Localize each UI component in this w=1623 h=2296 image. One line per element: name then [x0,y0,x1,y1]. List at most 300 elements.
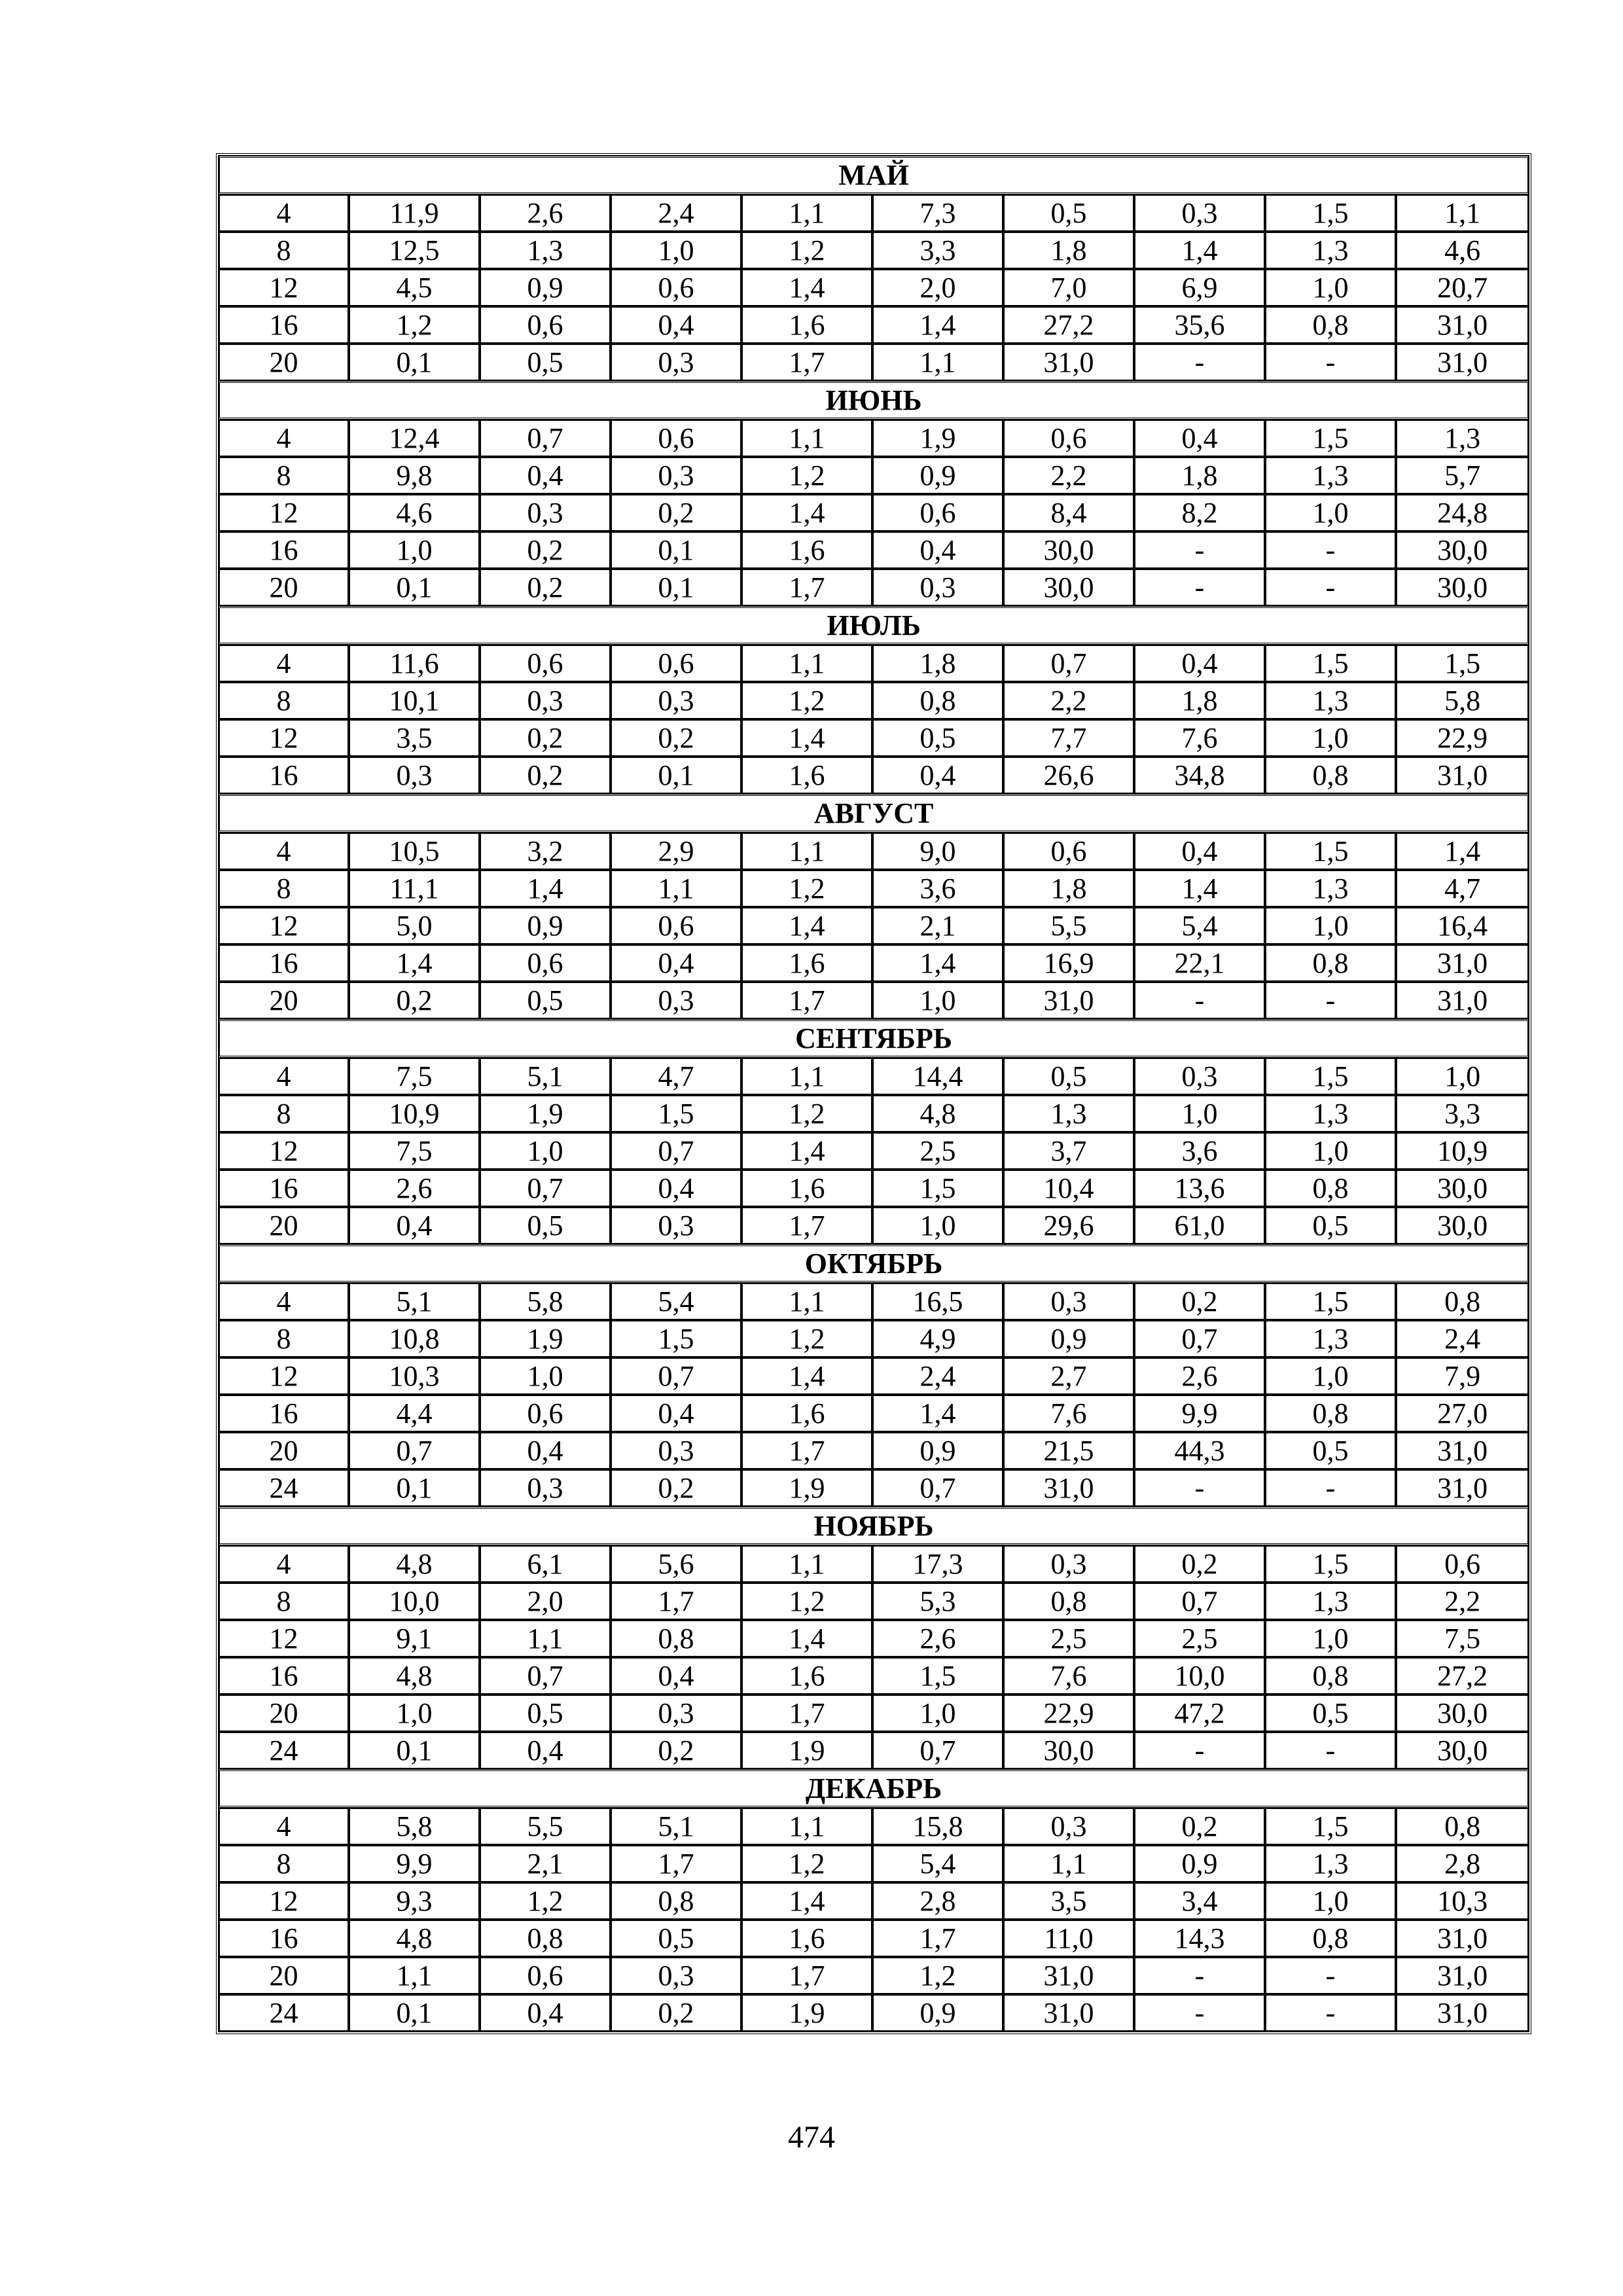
table-cell: 1,3 [1396,420,1529,457]
table-cell: 1,5 [1265,645,1396,682]
row-label-cell: 12 [219,494,349,531]
table-cell: 1,4 [480,870,611,907]
table-row [219,1095,1529,1132]
table-cell: 1,5 [1265,833,1396,870]
table-cell: 1,3 [1265,1583,1396,1620]
table-cell: 2,4 [1396,1320,1529,1357]
table-cell: 1,4 [741,494,872,531]
table-cell: 0,4 [611,1657,741,1695]
table-cell: 10,0 [1134,1657,1265,1695]
row-label-cell: 12 [219,1620,349,1657]
table-cell: 2,6 [480,194,611,232]
table-cell: 1,4 [741,1882,872,1920]
table-row [219,1545,1529,1583]
table-cell: 1,4 [741,1132,872,1170]
table-cell: 0,9 [872,457,1003,494]
table-cell: 0,2 [1134,1808,1265,1845]
table-cell: 9,1 [349,1620,480,1657]
table-cell: 10,8 [349,1320,480,1357]
month-header: ИЮЛЬ [219,606,1529,645]
table-cell: 2,2 [1396,1583,1529,1620]
table-cell: 0,3 [1003,1283,1134,1320]
table-cell: 3,7 [1003,1132,1134,1170]
table-cell: 1,3 [1265,1095,1396,1132]
table-cell: 0,6 [1396,1545,1529,1583]
month-header: ИЮНЬ [219,381,1529,420]
table-cell: 2,4 [611,194,741,232]
table-cell: 27,2 [1396,1657,1529,1695]
table-cell: 1,9 [480,1320,611,1357]
table-cell: 0,4 [611,306,741,344]
table-cell: 31,0 [1396,1957,1529,1994]
table-cell: 4,8 [349,1545,480,1583]
table-cell: 0,3 [480,494,611,531]
table-cell: 0,5 [1003,194,1134,232]
table-cell: 0,9 [872,1432,1003,1469]
table-cell: 0,8 [1396,1283,1529,1320]
table-cell: 6,9 [1134,269,1265,306]
table-cell: 0,3 [1003,1545,1134,1583]
row-label-cell: 20 [219,1432,349,1469]
table-cell: 1,2 [872,1957,1003,1994]
table-cell: 1,8 [1003,870,1134,907]
table-cell: 1,3 [1265,1845,1396,1882]
row-label-cell: 8 [219,1320,349,1357]
table-cell: 7,5 [1396,1620,1529,1657]
table-cell: 0,4 [611,1395,741,1432]
table-cell: 3,4 [1134,1882,1265,1920]
table-cell: 4,5 [349,269,480,306]
table-cell: 1,2 [741,1583,872,1620]
table-cell: 2,1 [480,1845,611,1882]
table-cell: 1,9 [741,1994,872,2032]
table-row [219,494,1529,531]
table-cell: 0,4 [1134,645,1265,682]
table-cell: 5,1 [480,1058,611,1095]
table-cell: 22,1 [1134,944,1265,982]
table-cell: 1,6 [741,1395,872,1432]
table-cell: 1,5 [1396,645,1529,682]
table-cell: 1,7 [741,1207,872,1244]
table-row [219,982,1529,1019]
table-cell: 1,4 [349,944,480,982]
table-row [219,1283,1529,1320]
month-header: АВГУСТ [219,794,1529,833]
table-cell: - [1134,1469,1265,1507]
table-cell: 2,2 [1003,682,1134,719]
row-label-cell: 16 [219,1657,349,1695]
table-cell: 0,8 [480,1920,611,1957]
table-cell: 0,2 [349,982,480,1019]
table-cell: 0,1 [349,1469,480,1507]
month-header: МАЙ [219,156,1529,194]
table-row [219,269,1529,306]
table-cell: 16,5 [872,1283,1003,1320]
table-row [219,306,1529,344]
table-cell: 1,1 [741,1808,872,1845]
table-cell: 0,4 [480,1732,611,1769]
table-cell: 11,1 [349,870,480,907]
table-cell: 7,3 [872,194,1003,232]
table-cell: 0,3 [611,1957,741,1994]
table-cell: 1,1 [480,1620,611,1657]
table-cell: 0,9 [1134,1845,1265,1882]
table-cell: 1,3 [1265,682,1396,719]
table-cell: 0,5 [872,719,1003,757]
row-label-cell: 16 [219,1920,349,1957]
table-cell: - [1265,344,1396,381]
table-cell: 5,5 [480,1808,611,1845]
table-cell: 30,0 [1003,1732,1134,1769]
table-cell: 30,0 [1003,569,1134,606]
table-cell: 2,5 [872,1132,1003,1170]
table-row [219,232,1529,269]
table-cell: 1,5 [1265,1808,1396,1845]
table-cell: 1,2 [741,682,872,719]
table-cell: 1,5 [611,1095,741,1132]
table-row [219,1957,1529,1994]
month-header: СЕНТЯБРЬ [219,1019,1529,1058]
table-cell: 1,6 [741,1657,872,1695]
table-cell: 17,3 [872,1545,1003,1583]
table-cell: - [1265,569,1396,606]
table-cell: 1,8 [1134,682,1265,719]
table-cell: 31,0 [1396,1432,1529,1469]
table-cell: - [1265,982,1396,1019]
table-cell: 0,3 [611,982,741,1019]
table-row [219,1058,1529,1095]
row-label-cell: 4 [219,1058,349,1095]
table-cell: 0,2 [480,531,611,569]
table-cell: 1,2 [741,457,872,494]
table-cell: 3,6 [872,870,1003,907]
table-cell: 5,1 [611,1808,741,1845]
table-cell: - [1134,344,1265,381]
table-cell: 0,3 [349,757,480,794]
table-cell: 1,9 [480,1095,611,1132]
table-cell: 1,0 [872,1207,1003,1244]
table-cell: 0,9 [872,1994,1003,2032]
table-cell: 0,9 [1003,1320,1134,1357]
table-cell: 1,6 [741,1170,872,1207]
table-cell: 0,3 [1134,1058,1265,1095]
table-cell: 1,5 [872,1657,1003,1695]
table-row [219,1620,1529,1657]
table-row [219,1320,1529,1357]
table-cell: 0,6 [480,1395,611,1432]
table-cell: 1,5 [1265,1545,1396,1583]
table-cell: 22,9 [1396,719,1529,757]
table-cell: 1,0 [1265,494,1396,531]
table-cell: 3,6 [1134,1132,1265,1170]
table-cell: 0,4 [872,757,1003,794]
table-cell: 4,9 [872,1320,1003,1357]
month-header-row [219,1244,1529,1283]
table-cell: 2,8 [872,1882,1003,1920]
table-cell: 1,7 [741,982,872,1019]
table-cell: 27,0 [1396,1395,1529,1432]
table-cell: 1,2 [741,1320,872,1357]
table-cell: 47,2 [1134,1695,1265,1732]
table-cell: 1,3 [1265,1320,1396,1357]
row-label-cell: 20 [219,982,349,1019]
table-cell: 0,6 [480,1957,611,1994]
row-label-cell: 4 [219,833,349,870]
table-cell: - [1134,1732,1265,1769]
table-cell: 9,9 [1134,1395,1265,1432]
table-cell: 1,0 [1265,1132,1396,1170]
table-row [219,1920,1529,1957]
table-cell: 0,4 [1134,420,1265,457]
table-cell: 0,8 [1265,1395,1396,1432]
table-cell: 4,7 [1396,870,1529,907]
table-cell: 30,0 [1396,1695,1529,1732]
page-number: 474 [788,2120,835,2155]
table-row [219,1695,1529,1732]
table-cell: 31,0 [1003,1957,1134,1994]
table-cell: 0,8 [1396,1808,1529,1845]
table-cell: 0,7 [480,420,611,457]
table-cell: 0,1 [349,1994,480,2032]
table-cell: 1,7 [741,1432,872,1469]
table-cell: - [1134,531,1265,569]
table-cell: 0,3 [480,682,611,719]
table-cell: 0,8 [1265,1920,1396,1957]
table-cell: 0,7 [349,1432,480,1469]
table-cell: 1,3 [480,232,611,269]
table-cell: 5,1 [349,1283,480,1320]
table-cell: 0,7 [480,1657,611,1695]
table-cell: 1,1 [741,194,872,232]
table-cell: 1,3 [1265,232,1396,269]
table-cell: 0,8 [1265,306,1396,344]
table-cell: 0,1 [349,569,480,606]
table-cell: 1,2 [349,306,480,344]
table-cell: 0,4 [872,531,1003,569]
table-cell: 31,0 [1396,757,1529,794]
table-cell: 1,7 [741,344,872,381]
table-cell: 5,0 [349,907,480,944]
table-cell: 0,3 [611,344,741,381]
table-cell: 1,6 [741,531,872,569]
table-cell: 2,6 [349,1170,480,1207]
table-row [219,944,1529,982]
table-cell: 0,2 [611,719,741,757]
table-cell: 14,4 [872,1058,1003,1095]
month-header-row [219,156,1529,194]
table-cell: 10,4 [1003,1170,1134,1207]
table-cell: 7,6 [1003,1657,1134,1695]
row-label-cell: 8 [219,682,349,719]
table-cell: 5,6 [611,1545,741,1583]
table-cell: 2,9 [611,833,741,870]
table-cell: 0,1 [611,757,741,794]
table-cell: 0,4 [611,1170,741,1207]
table-cell: 30,0 [1396,569,1529,606]
row-label-cell: 20 [219,344,349,381]
table-cell: 5,8 [480,1283,611,1320]
table-cell: 10,0 [349,1583,480,1620]
table-cell: 0,3 [480,1469,611,1507]
row-label-cell: 20 [219,1695,349,1732]
table-cell: 34,8 [1134,757,1265,794]
table-cell: 0,2 [611,1469,741,1507]
table-cell: 0,3 [611,1432,741,1469]
table-cell: 0,7 [480,1170,611,1207]
table-row [219,1808,1529,1845]
table-cell: 1,5 [1265,1058,1396,1095]
table-cell: 0,5 [1265,1432,1396,1469]
table-cell: - [1134,1957,1265,1994]
month-header-row [219,1019,1529,1058]
table-cell: 0,8 [1265,1657,1396,1695]
table-cell: 5,8 [349,1808,480,1845]
table-cell: 16,9 [1003,944,1134,982]
table-cell: 7,5 [349,1132,480,1170]
table-cell: 0,6 [480,306,611,344]
table-cell: 3,3 [872,232,1003,269]
table-cell: 6,1 [480,1545,611,1583]
table-cell: 1,0 [1265,269,1396,306]
table-row [219,1994,1529,2032]
table-cell: 31,0 [1396,1920,1529,1957]
table-row [219,1357,1529,1395]
table-cell: 26,6 [1003,757,1134,794]
table-cell: 1,3 [1265,457,1396,494]
table-cell: 0,7 [611,1132,741,1170]
table-cell: 1,1 [1396,194,1529,232]
table-cell: - [1265,531,1396,569]
table-cell: 11,9 [349,194,480,232]
table-cell: - [1134,982,1265,1019]
table-row [219,1207,1529,1244]
table-cell: 1,5 [1265,1283,1396,1320]
table-cell: 1,0 [1265,719,1396,757]
table-row [219,1395,1529,1432]
table-cell: 5,5 [1003,907,1134,944]
table-cell: 0,5 [1003,1058,1134,1095]
table-cell: 10,3 [1396,1882,1529,1920]
table-cell: 1,4 [1134,232,1265,269]
table-cell: - [1134,1994,1265,2032]
table-cell: 5,4 [872,1845,1003,1882]
table-row [219,719,1529,757]
table-cell: 15,8 [872,1808,1003,1845]
table-row [219,1732,1529,1769]
month-header-row [219,1507,1529,1545]
table-cell: 31,0 [1003,344,1134,381]
table-cell: 8,2 [1134,494,1265,531]
table-cell: 1,4 [1134,870,1265,907]
table-cell: 1,4 [741,1357,872,1395]
row-label-cell: 24 [219,1469,349,1507]
table-cell: 0,1 [611,569,741,606]
row-label-cell: 4 [219,1283,349,1320]
table-cell: 10,5 [349,833,480,870]
table-cell: 0,2 [480,757,611,794]
table-cell: 0,9 [480,907,611,944]
data-table [216,153,1531,2034]
table-cell: 0,7 [1134,1320,1265,1357]
table-cell: 24,8 [1396,494,1529,531]
row-label-cell: 12 [219,1357,349,1395]
table-row [219,1469,1529,1507]
row-label-cell: 24 [219,1994,349,2032]
table-cell: 7,5 [349,1058,480,1095]
table-cell: 1,0 [349,531,480,569]
table-cell: 7,7 [1003,719,1134,757]
table-cell: 1,1 [349,1957,480,1994]
table-cell: 0,5 [480,1695,611,1732]
table-cell: 0,5 [480,344,611,381]
table-cell: 0,6 [611,907,741,944]
row-label-cell: 12 [219,1882,349,1920]
table-cell: 0,4 [1134,833,1265,870]
table-cell: 1,4 [872,306,1003,344]
table-cell: 22,9 [1003,1695,1134,1732]
table-row [219,344,1529,381]
table-cell: 0,8 [1265,757,1396,794]
table-cell: 7,0 [1003,269,1134,306]
table-cell: 0,6 [611,645,741,682]
table-cell: 30,0 [1396,1732,1529,1769]
table-cell: 7,6 [1003,1395,1134,1432]
table-cell: 2,6 [872,1620,1003,1657]
table-cell: 0,2 [611,494,741,531]
row-label-cell: 12 [219,719,349,757]
table-cell: 0,3 [611,1695,741,1732]
table-cell: 0,6 [1003,833,1134,870]
month-header: НОЯБРЬ [219,1507,1529,1545]
table-cell: 1,1 [872,344,1003,381]
row-label-cell: 12 [219,269,349,306]
table-cell: 0,5 [611,1920,741,1957]
table-cell: 0,3 [872,569,1003,606]
table-cell: 8,4 [1003,494,1134,531]
table-cell: 4,8 [349,1920,480,1957]
row-label-cell: 4 [219,1808,349,1845]
table-cell: 44,3 [1134,1432,1265,1469]
table-cell: 1,3 [1265,870,1396,907]
table-row [219,833,1529,870]
row-label-cell: 16 [219,944,349,982]
table-cell: 0,8 [1265,1170,1396,1207]
table-cell: 31,0 [1396,1994,1529,2032]
row-label-cell: 16 [219,757,349,794]
table-cell: 1,2 [741,870,872,907]
row-label-cell: 8 [219,1095,349,1132]
row-label-cell: 8 [219,1583,349,1620]
table-cell: 30,0 [1396,1170,1529,1207]
row-label-cell: 16 [219,306,349,344]
table-cell: 0,4 [480,1432,611,1469]
table-cell: 1,4 [741,907,872,944]
month-header-row [219,794,1529,833]
table-cell: 0,2 [611,1732,741,1769]
table-cell: 4,6 [1396,232,1529,269]
table-cell: 1,7 [611,1845,741,1882]
table-cell: 0,5 [480,982,611,1019]
table-cell: 14,3 [1134,1920,1265,1957]
table-cell: 0,2 [1134,1545,1265,1583]
table-cell: 0,6 [480,944,611,982]
table-cell: 1,0 [349,1695,480,1732]
table-cell: 1,1 [741,833,872,870]
table-cell: 0,1 [611,531,741,569]
table-cell: 31,0 [1003,1469,1134,1507]
month-header: ДЕКАБРЬ [219,1769,1529,1808]
row-label-cell: 12 [219,907,349,944]
